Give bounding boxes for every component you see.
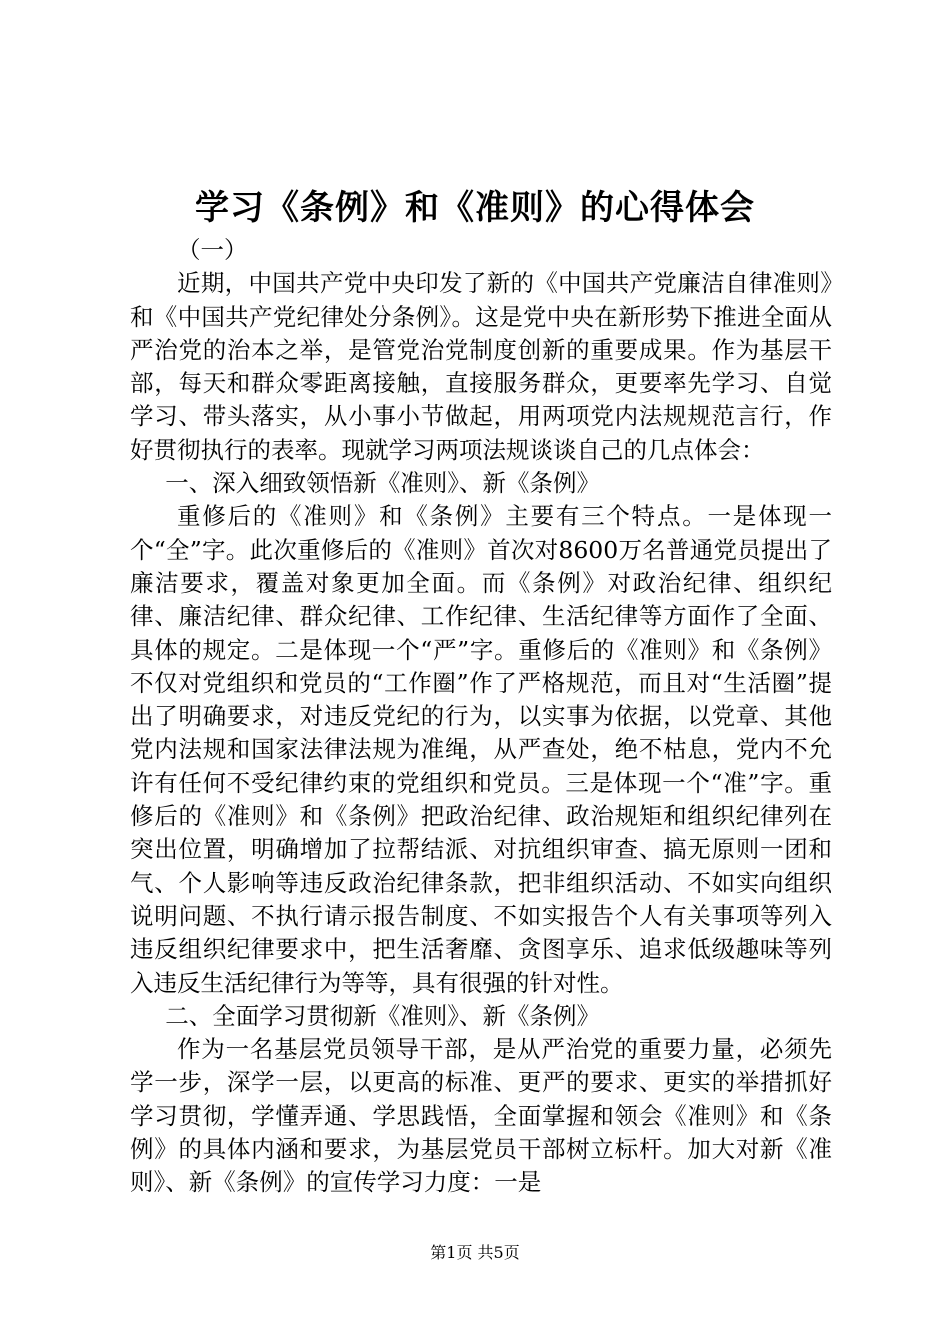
document-title: 学习《条例》和《准则》的心得体会 — [195, 188, 755, 228]
section-heading-2: 二、全面学习贯彻新《准则》、新《条例》 — [165, 1001, 600, 1030]
document-body — [130, 234, 832, 1200]
page-number-footer: 第1页 共5页 — [430, 1243, 520, 1262]
section-2-paragraph: 作为一名基层党员领导干部，是从严治党的重要力量，必须先学一步，深学一层，以更高的标准、更严的要求、更实的举措抓好学习贯彻，学懂弄通、学思践悟，全面掌握和领会《准则》和《条例》的具体内涵和要求，为基层党员干部树立标杆。加大对新《准则》、新《条例》的宣传学习力度：一是 — [130, 1035, 832, 1197]
section-1-paragraph: 重修后的《准则》和《条例》主要有三个特点。一是体现一个“全”字。此次重修后的《准则》首次对8600万名普通党员提出了廉洁要求，覆盖对象更加全面。而《条例》对政治纪律、组织纪律、廉洁纪律、群众纪律、工作纪律、生活纪律等方面作了全面、具体的规定。二是体现一个“严”字。重修后的《准则》和《条例》不仅对党组织和党员的“工作圈”作了严格规范，而且对“生活圈”提出了明确要求，对违反党纪的行为，以实事为依据，以党章、其他党内法规和国家法律法规为准绳，从严查处，绝不枯息，党内不允许有任何不受纪律约束的党组织和党员。三是体现一个“准”字。重修后的《准则》和《条例》把政治纪律、政治规矩和组织纪律列在突出位置，明确增加了拉帮结派、对抗组织审查、搞无原则一团和气、个人影响等违反政治纪律条款，把非组织活动、不如实向组织说明问题、不执行请示报告制度、不如实报告个人有关事项等列入违反组织纪律要求中，把生活奢靡、贪图享乐、追求低级趣味等列入违反生活纪律行为等等，具有很强的针对性。 — [130, 502, 832, 997]
section-heading-1: 一、深入细致领悟新《准则》、新《条例》 — [165, 469, 600, 498]
intro-paragraph: 近期，中国共产党中央印发了新的《中国共产党廉洁自律准则》和《中国共产党纪律处分条例》。这是党中央在新形势下推进全面从严治党的治本之举，是管党治党制度创新的重要成果。作为基层干部，每天和群众零距离接触，直接服务群众，更要率先学习、自觉学习、带头落实，从小事小节做起，用两项党内法规规范言行，作好贯彻执行的表率。现就学习两项法规谈谈自己的几点体会： — [130, 269, 832, 464]
section-marker: （一） — [177, 236, 248, 264]
